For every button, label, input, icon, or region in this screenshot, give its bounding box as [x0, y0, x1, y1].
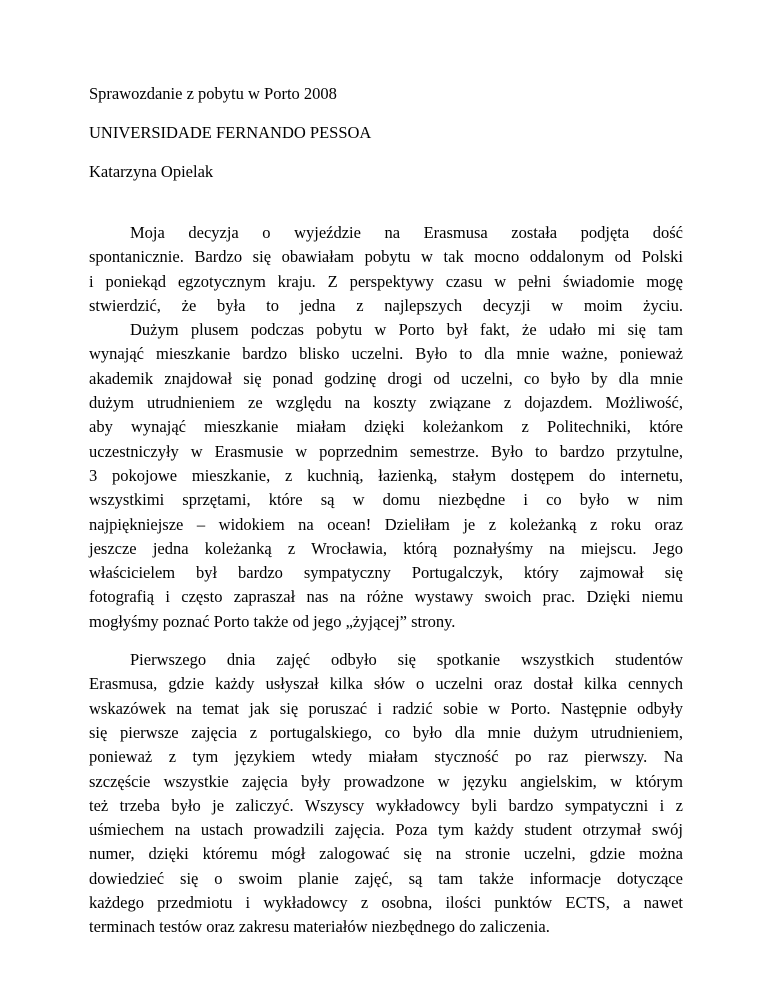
- paragraph-line: Moja decyzja o wyjeździe na Erasmusa została podjęta dość: [130, 223, 683, 242]
- university-name: UNIVERSIDADE FERNANDO PESSOA: [89, 123, 372, 142]
- paragraph-line: uczestniczyły w Erasmusie w poprzednim semestrze. Było to bardzo przytulne,: [89, 441, 683, 461]
- document-body: [89, 84, 683, 954]
- paragraph-line: się pierwsze zajęcia z portugalskiego, co było dla mnie dużym utrudnieniem,: [89, 722, 683, 742]
- paragraph-line: Erasmusa, gdzie każdy usłyszał kilka słów o uczelni oraz dostał kilka cennych: [89, 674, 683, 694]
- paragraph-line: wszystkimi sprzętami, które są w domu niezbędne i co było w nim: [89, 490, 683, 510]
- paragraph-line: 3 pokojowe mieszkanie, z kuchnią, łazienką, stałym dostępem do internetu,: [89, 465, 683, 485]
- author-name: Katarzyna Opielak: [89, 162, 214, 181]
- paragraph-line: wskazówek na temat jak się poruszać i radzić sobie w Porto. Następnie odbyły: [89, 698, 683, 718]
- paragraph-line: wynająć mieszkanie bardzo blisko uczelni. Było to dla mnie ważne, ponieważ: [89, 344, 683, 364]
- paragraph-line: terminach testów oraz zakresu materiałów niezbędnego do zaliczenia.: [89, 917, 550, 937]
- paragraph-2: [89, 648, 683, 940]
- paragraph-line: szczęście wszystkie zajęcia były prowadzone w języku angielskim, w którym: [89, 771, 683, 791]
- paragraph-line: spontanicznie. Bardzo się obawiałam pobytu w tak mocno oddalonym od Polski: [89, 247, 683, 267]
- report-title: Sprawozdanie z pobytu w Porto 2008: [89, 84, 337, 103]
- paragraph-line: uśmiechem na ustach prowadzili zajęcia. Poza tym każdy student otrzymał swój: [89, 820, 683, 840]
- paragraph-line: stwierdzić, że była to jedna z najlepszych decyzji w moim życiu.: [89, 295, 683, 315]
- paragraph-1: [89, 221, 683, 634]
- paragraph-line: Dużym plusem podczas pobytu w Porto był fakt, że udało mi się tam: [130, 320, 683, 340]
- paragraph-line: dużym utrudnieniem ze względu na koszty związane z dojazdem. Możliwość,: [89, 393, 683, 413]
- paragraph-line: też trzeba było je zaliczyć. Wszyscy wykładowcy byli bardzo sympatyczni i z: [89, 795, 683, 815]
- paragraph-line: dowiedzieć się o swoim planie zajęć, są tam także informacje dotyczące: [89, 868, 683, 888]
- paragraph-line: numer, dzięki któremu mógł zalogować się na stronie uczelni, gdzie można: [89, 844, 683, 864]
- paragraph-line: mogłyśmy poznać Porto także od jego „żyjącej” strony.: [89, 611, 456, 631]
- spacer: [89, 201, 683, 221]
- paragraph-line: najpiękniejsze – widokiem na ocean! Dzieliłam je z koleżanką z roku oraz: [89, 514, 683, 534]
- paragraph-line: Pierwszego dnia zajęć odbyło się spotkanie wszystkich studentów: [130, 650, 683, 670]
- paragraph-line: i poniekąd egzotycznym kraju. Z perspektywy czasu w pełni świadomie mogę: [89, 271, 683, 291]
- paragraph-line: ponieważ z tym językiem wtedy miałam styczność po raz pierwszy. Na: [89, 747, 683, 767]
- paragraph-line: fotografią i często zapraszał nas na różne wystawy swoich prac. Dzięki niemu: [89, 587, 683, 607]
- paragraph-line: jeszcze jedna koleżanką z Wrocławia, którą poznałyśmy na miejscu. Jego: [89, 538, 683, 558]
- paragraph-line: każdego przedmiotu i wykładowcy z osobna, ilości punktów ECTS, a nawet: [89, 893, 683, 913]
- paragraph-line: aby wynająć mieszkanie miałam dzięki koleżankom z Politechniki, które: [89, 417, 683, 437]
- paragraph-line: właścicielem był bardzo sympatyczny Portugalczyk, który zajmował się: [89, 563, 683, 583]
- paragraph-line: akademik znajdował się ponad godzinę drogi od uczelni, co było by dla mnie: [89, 368, 683, 388]
